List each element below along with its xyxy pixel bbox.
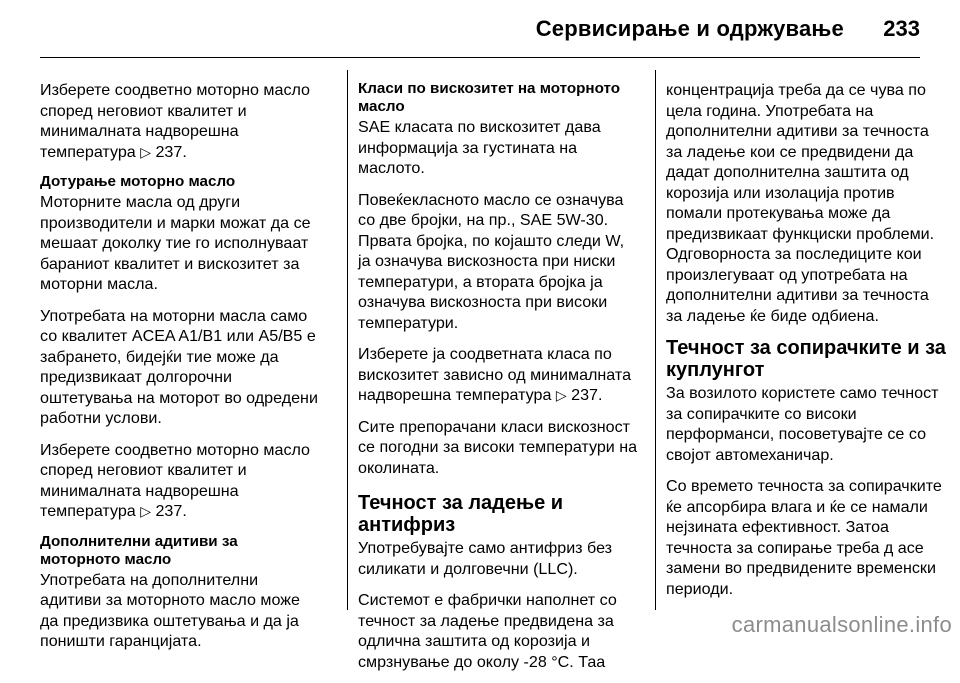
paragraph: Моторните масла од други производители и марки можат да се мешаат доколку тие го исполнуваат бараниот квалитет и вискозитет за моторни масла. bbox=[40, 193, 311, 293]
section-heading: Течност за ладење и антифриз bbox=[358, 492, 564, 536]
page-reference[interactable]: 237. bbox=[155, 142, 187, 161]
paragraph: За возилото користете само течност за сопирачките со високи перформанси, посоветувајте се со својот автомеханичар. bbox=[666, 384, 939, 464]
paragraph: Употребата на дополнителни адитиви за моторното масло може да предизвика оштетувања и да ја поништи гаранцијата. bbox=[40, 570, 300, 650]
header-divider bbox=[40, 57, 920, 58]
right-triangle-icon[interactable]: ▷ bbox=[140, 143, 151, 160]
paragraph: Сите препорачани класи вискозност се погодни за високи температури на околината. bbox=[358, 417, 638, 477]
column-3 bbox=[666, 80, 946, 610]
paragraph: Системот е фабрички наполнет со течност за ладење предвидена за одлична заштита од корозија и смрзнување до околу -28 °C. Таа bbox=[358, 591, 617, 671]
column-2 bbox=[358, 80, 638, 683]
paragraph: Повеќекласното масло се означува со две бројки, на пр., SAE 5W-30. Првата бројка, по којашто следи W, ја означува вискозноста при ниски температури, а втората бројка ја означува вискозноста при високи температури. bbox=[358, 190, 625, 332]
column-divider-1 bbox=[347, 70, 348, 610]
paragraph: Изберете соодветно моторно масло според неговиот квалитет и минималната надворешна температура ▷ 237. bbox=[40, 440, 311, 520]
right-triangle-icon[interactable]: ▷ bbox=[555, 387, 567, 403]
page-title: Сервисирање и одржување bbox=[535, 16, 844, 41]
column-divider-2 bbox=[655, 70, 656, 610]
paragraph: концентрација треба да се чува по цела година. Употребата на дополнителни адитиви за течноста за ладење кои се предвидени да дадат дополнителна заштита од корозија или изолација против помали протекувања може да предизвикаат функциски проблеми. Одговорноста за последиците кои произлегуваат од употребата на дополнителни адитиви за течноста за ладење ќе биде одбиена. bbox=[666, 81, 935, 325]
subheading: Дополнителни адитиви за моторното масло bbox=[40, 532, 238, 568]
paragraph: Употребувајте само антифриз без силикати и долговечни (LLC). bbox=[358, 539, 613, 578]
page-reference[interactable]: 237. bbox=[155, 502, 187, 520]
paragraph: Со времето течноста за сопирачките ќе апсорбира влага и ќе се намали нејзината ефективност. Затоа течноста за сопирање треба д асе замени во предвидените временски периоди. bbox=[666, 477, 942, 598]
subheading: Класи по вискозитет на моторното масло bbox=[358, 80, 621, 115]
paragraph: SAE класата по вискозитет дава информација за густината на маслото. bbox=[358, 118, 601, 177]
paragraph: Изберете соодветно моторно масло според неговиот квалитет и минималната надворешна температура ▷ 237. bbox=[40, 81, 311, 161]
page-reference[interactable]: 237. bbox=[571, 386, 603, 404]
right-triangle-icon[interactable]: ▷ bbox=[140, 503, 151, 519]
watermark: carmanualsonline.info bbox=[731, 612, 952, 637]
page-header bbox=[0, 0, 960, 58]
section-heading: Течност за сопирачките и за куплунгот bbox=[666, 337, 946, 381]
page-number: 233 bbox=[883, 16, 920, 41]
column-1 bbox=[40, 80, 320, 663]
paragraph: Изберете ја соодветната класа по вискозитет зависно од минималната надворешна температура ▷ 237. bbox=[358, 345, 632, 404]
subheading: Дотурање моторно масло bbox=[40, 173, 236, 190]
paragraph: Употребата на моторни масла само со квалитет ACEA A1/B1 или A5/B5 е забрането, бидејќи тие може да предизвикаат долгорочни оштетувања на моторот во одредени работни услови. bbox=[40, 306, 318, 427]
